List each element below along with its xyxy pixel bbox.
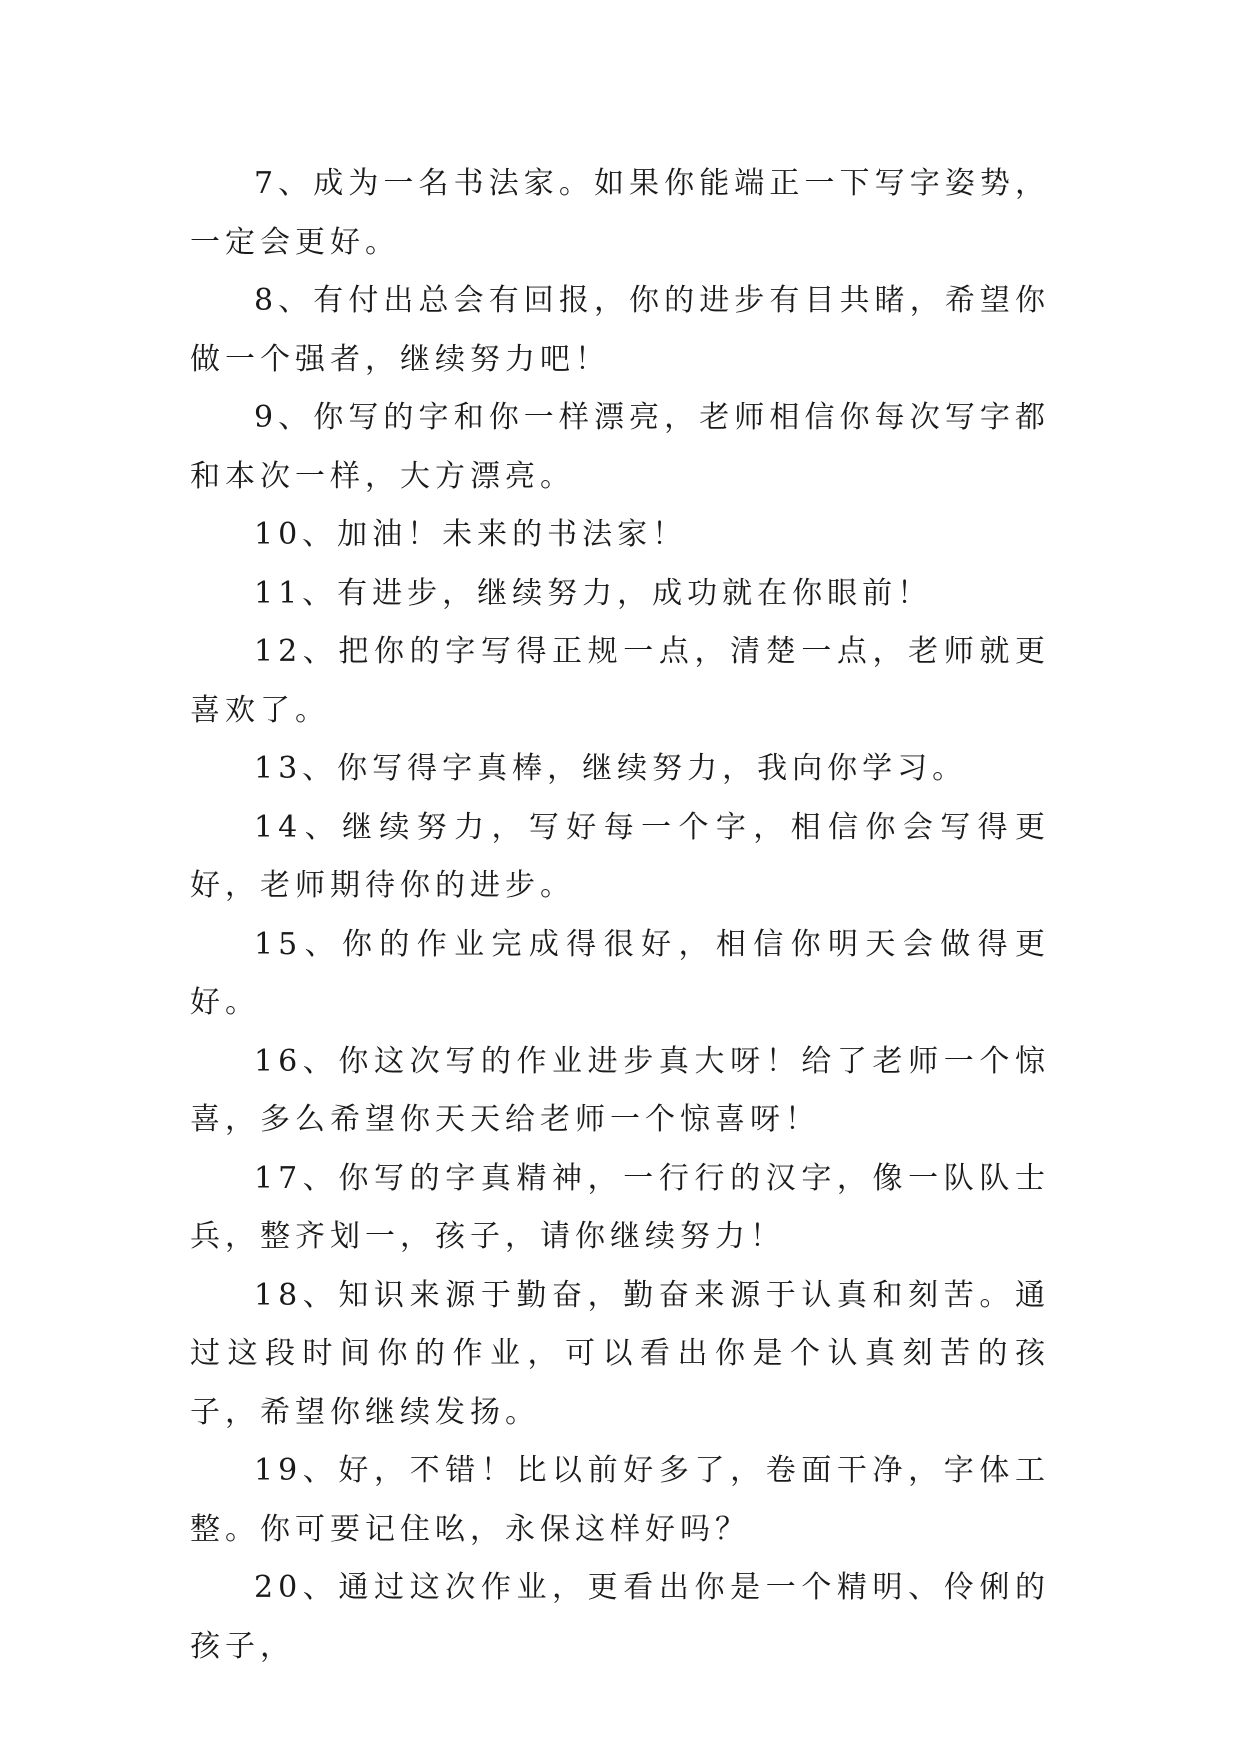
paragraph-16: 16、你这次写的作业进步真大呀！给了老师一个惊喜，多么希望你天天给老师一个惊喜呀！ — [190, 1043, 1050, 1137]
paragraph-18: 18、知识来源于勤奋，勤奋来源于认真和刻苦。通过这段时间你的作业，可以看出你是个认真刻苦的孩子，希望你继续发扬。 — [190, 1277, 1050, 1430]
paragraph-17: 17、你写的字真精神，一行行的汉字，像一队队士兵，整齐划一，孩子，请你继续努力！ — [190, 1160, 1050, 1254]
paragraph-14: 14、继续努力，写好每一个字，相信你会写得更好，老师期待你的进步。 — [190, 809, 1050, 903]
paragraph-19: 19、好，不错！比以前好多了，卷面干净，字体工整。你可要记住吆，永保这样好吗？ — [190, 1453, 1050, 1547]
paragraph-10: 10、加油！未来的书法家！ — [254, 517, 688, 552]
paragraph-12: 12、把你的字写得正规一点，清楚一点，老师就更喜欢了。 — [190, 634, 1050, 728]
document-body — [190, 155, 1050, 1676]
paragraph-7: 7、成为一名书法家。如果你能端正一下写字姿势，一定会更好。 — [190, 166, 1050, 260]
paragraph-13: 13、你写得字真棒，继续努力，我向你学习。 — [254, 751, 968, 786]
paragraph-20: 20、通过这次作业，更看出你是一个精明、伶俐的孩子， — [190, 1570, 1050, 1664]
paragraph-9: 9、你写的字和你一样漂亮，老师相信你每次写字都和本次一样，大方漂亮。 — [190, 400, 1050, 494]
paragraph-8: 8、有付出总会有回报，你的进步有目共睹，希望你做一个强者，继续努力吧！ — [190, 283, 1050, 377]
paragraph-15: 15、你的作业完成得很好，相信你明天会做得更好。 — [190, 926, 1050, 1020]
paragraph-11: 11、有进步，继续努力，成功就在你眼前！ — [254, 575, 933, 611]
